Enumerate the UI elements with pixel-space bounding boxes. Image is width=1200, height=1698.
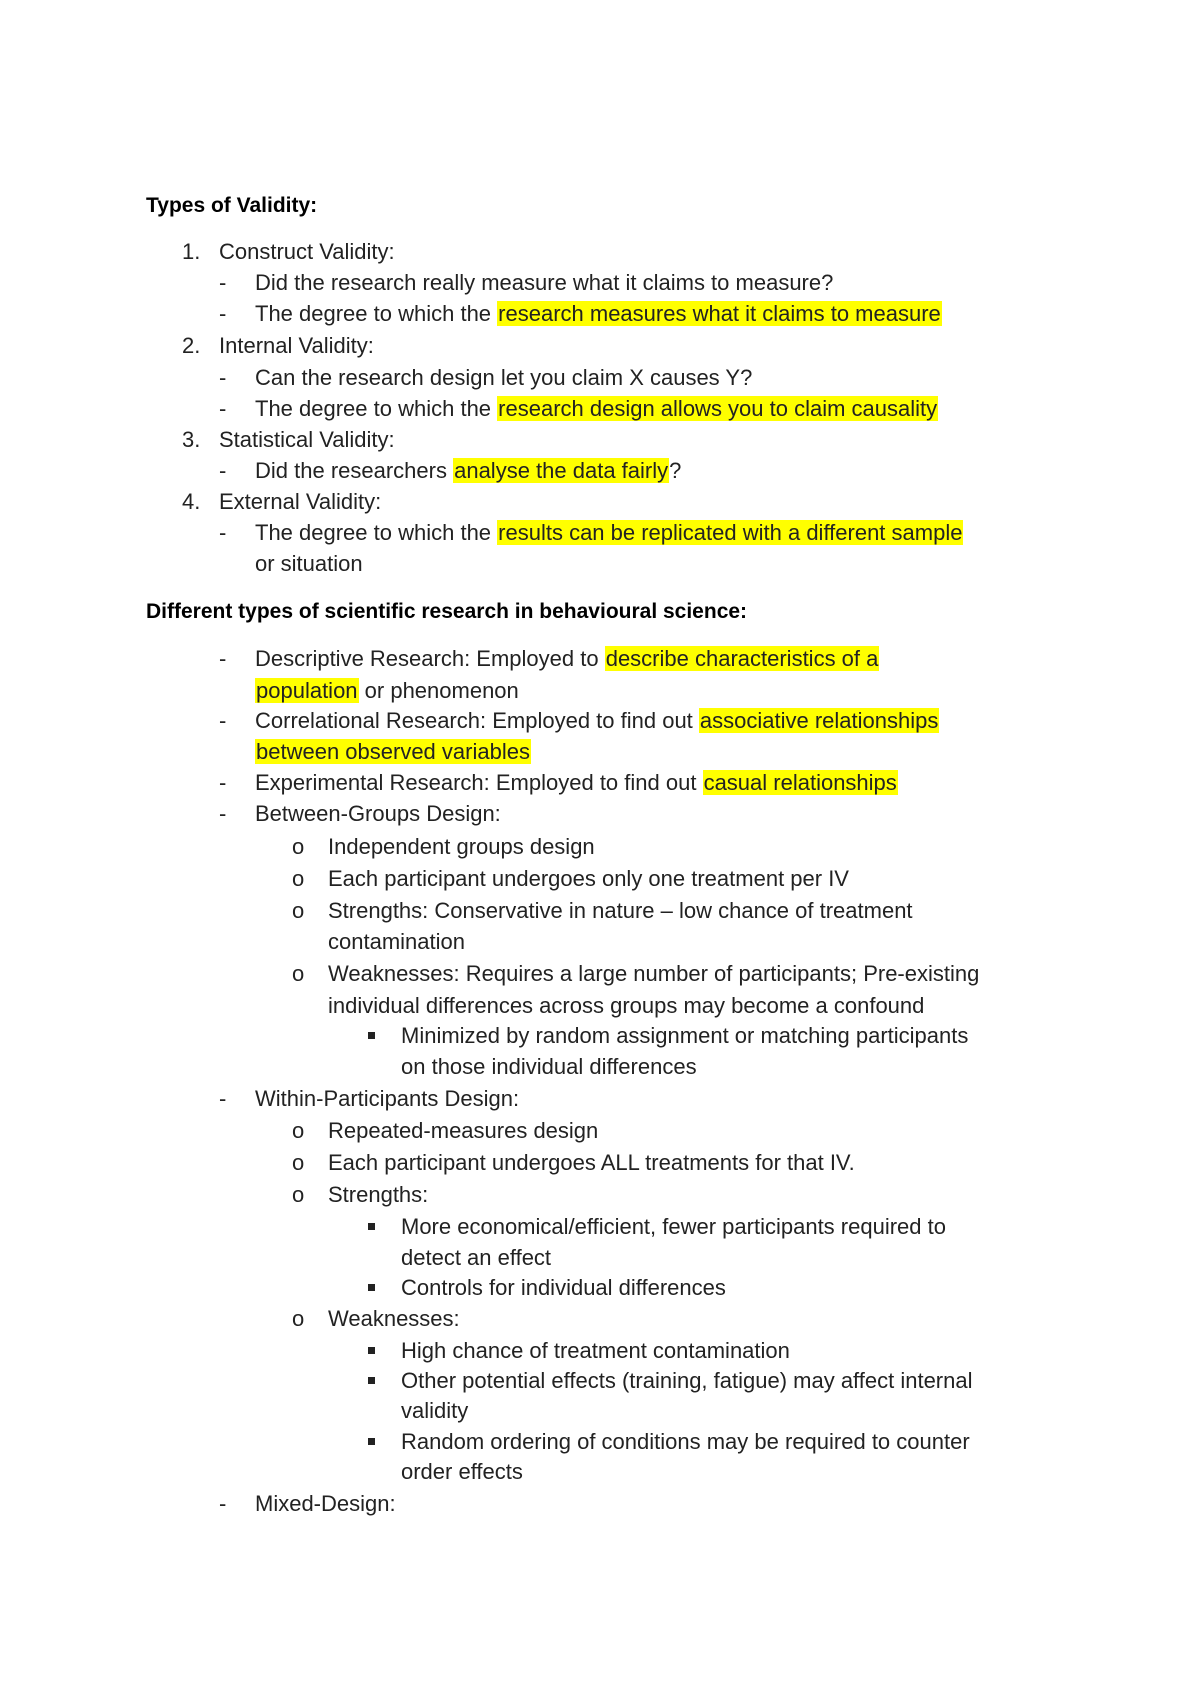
bullet-text-continued bbox=[255, 737, 531, 767]
sub-sub-bullet-text: More economical/efficient, fewer participants required to bbox=[401, 1214, 946, 1239]
dash-marker: - bbox=[219, 458, 227, 483]
sub-sub-bullet-text-continued: order effects bbox=[401, 1459, 523, 1484]
list-number: 1. bbox=[182, 239, 201, 264]
list-item-label: Statistical Validity: bbox=[219, 427, 395, 452]
sub-bullet-text: Independent groups design bbox=[328, 834, 595, 859]
square-bullet-icon bbox=[368, 1377, 375, 1384]
highlighted-text: research measures what it claims to measure bbox=[498, 301, 941, 326]
sub-bullet-text: Strengths: bbox=[328, 1182, 429, 1207]
bullet-text: Between-Groups Design: bbox=[255, 801, 501, 826]
text-run: Descriptive Research: Employed to bbox=[255, 646, 605, 671]
sub-bullet-text: Repeated-measures design bbox=[328, 1118, 599, 1143]
bullet-text: Within-Participants Design: bbox=[255, 1086, 520, 1111]
sub-sub-bullet-text-continued: validity bbox=[401, 1398, 469, 1423]
dash-marker: - bbox=[219, 396, 227, 421]
section-heading-validity: Types of Validity: bbox=[146, 194, 318, 217]
sub-sub-bullet-text-continued: detect an effect bbox=[401, 1245, 552, 1270]
highlighted-text: describe characteristics of a bbox=[605, 646, 879, 671]
list-item-label: Internal Validity: bbox=[219, 333, 374, 358]
dash-marker: - bbox=[219, 270, 227, 295]
bullet-text bbox=[255, 456, 681, 486]
sub-bullet-text-continued: individual differences across groups may become a confound bbox=[328, 993, 925, 1018]
square-bullet-icon bbox=[368, 1438, 375, 1445]
list-number: 2. bbox=[182, 333, 201, 358]
bullet-text: Did the research really measure what it claims to measure? bbox=[255, 270, 834, 295]
sub-bullet-text: Weaknesses: bbox=[328, 1306, 460, 1331]
bullet-text bbox=[255, 644, 879, 674]
list-item-label: External Validity: bbox=[219, 489, 382, 514]
text-run: Correlational Research: Employed to find out bbox=[255, 708, 699, 733]
bullet-text-continued bbox=[255, 676, 519, 706]
sub-sub-bullet-text: Random ordering of conditions may be required to counter bbox=[401, 1429, 970, 1454]
highlighted-text: results can be replicated with a different sample bbox=[498, 520, 963, 545]
sub-sub-bullet-text: High chance of treatment contamination bbox=[401, 1338, 790, 1363]
sub-sub-bullet-text: Other potential effects (training, fatigue) may affect internal bbox=[401, 1368, 973, 1393]
sub-sub-bullet-text: Controls for individual differences bbox=[401, 1275, 726, 1300]
dash-marker: - bbox=[219, 1086, 227, 1111]
square-bullet-icon bbox=[368, 1223, 375, 1230]
bullet-text: Can the research design let you claim X causes Y? bbox=[255, 365, 753, 390]
dash-marker: - bbox=[219, 365, 227, 390]
sub-sub-bullet-text-continued: on those individual differences bbox=[401, 1054, 697, 1079]
bullet-text bbox=[255, 706, 939, 736]
dash-marker: - bbox=[219, 708, 227, 733]
dash-marker: - bbox=[219, 801, 227, 826]
section-heading-research-types: Different types of scientific research in behavioural science: bbox=[146, 600, 748, 623]
sub-bullet-text: Each participant undergoes only one treatment per IV bbox=[328, 866, 849, 891]
list-item-label: Construct Validity: bbox=[219, 239, 395, 264]
dash-marker: - bbox=[219, 1491, 227, 1516]
highlighted-text: research design allows you to claim causality bbox=[498, 396, 938, 421]
bullet-text bbox=[255, 518, 963, 548]
o-marker: o bbox=[292, 834, 305, 859]
bullet-text bbox=[255, 299, 942, 329]
list-number: 3. bbox=[182, 427, 201, 452]
bullet-text-continued: or situation bbox=[255, 551, 363, 576]
sub-bullet-text: Weaknesses: Requires a large number of participants; Pre-existing bbox=[328, 961, 980, 986]
sub-bullet-text: Each participant undergoes ALL treatments for that IV. bbox=[328, 1150, 855, 1175]
highlighted-text: associative relationships bbox=[699, 708, 939, 733]
bullet-text: Mixed-Design: bbox=[255, 1491, 396, 1516]
highlighted-text: between observed variables bbox=[256, 739, 530, 764]
text-run: ? bbox=[669, 458, 682, 483]
list-number: 4. bbox=[182, 489, 201, 514]
o-marker: o bbox=[292, 866, 305, 891]
text-run: The degree to which the bbox=[255, 301, 498, 326]
square-bullet-icon bbox=[368, 1347, 375, 1354]
bullet-text bbox=[255, 394, 938, 424]
o-marker: o bbox=[292, 1150, 305, 1175]
text-run: The degree to which the bbox=[255, 396, 498, 421]
square-bullet-icon bbox=[368, 1284, 375, 1291]
text-run: Experimental Research: Employed to find out bbox=[255, 770, 703, 795]
highlighted-text: analyse the data fairly bbox=[454, 458, 669, 483]
o-marker: o bbox=[292, 898, 305, 923]
text-run: Did the researchers bbox=[255, 458, 454, 483]
o-marker: o bbox=[292, 1118, 305, 1143]
o-marker: o bbox=[292, 1182, 305, 1207]
sub-bullet-text-continued: contamination bbox=[328, 929, 465, 954]
text-run: The degree to which the bbox=[255, 520, 498, 545]
dash-marker: - bbox=[219, 520, 227, 545]
text-run: or phenomenon bbox=[358, 678, 519, 703]
dash-marker: - bbox=[219, 301, 227, 326]
dash-marker: - bbox=[219, 646, 227, 671]
sub-bullet-text: Strengths: Conservative in nature – low chance of treatment bbox=[328, 898, 913, 923]
o-marker: o bbox=[292, 961, 305, 986]
dash-marker: - bbox=[219, 770, 227, 795]
square-bullet-icon bbox=[368, 1032, 375, 1039]
highlighted-text: population bbox=[256, 678, 358, 703]
o-marker: o bbox=[292, 1306, 305, 1331]
highlighted-text: casual relationships bbox=[703, 770, 897, 795]
bullet-text bbox=[255, 768, 898, 798]
sub-sub-bullet-text: Minimized by random assignment or matching participants bbox=[401, 1023, 969, 1048]
